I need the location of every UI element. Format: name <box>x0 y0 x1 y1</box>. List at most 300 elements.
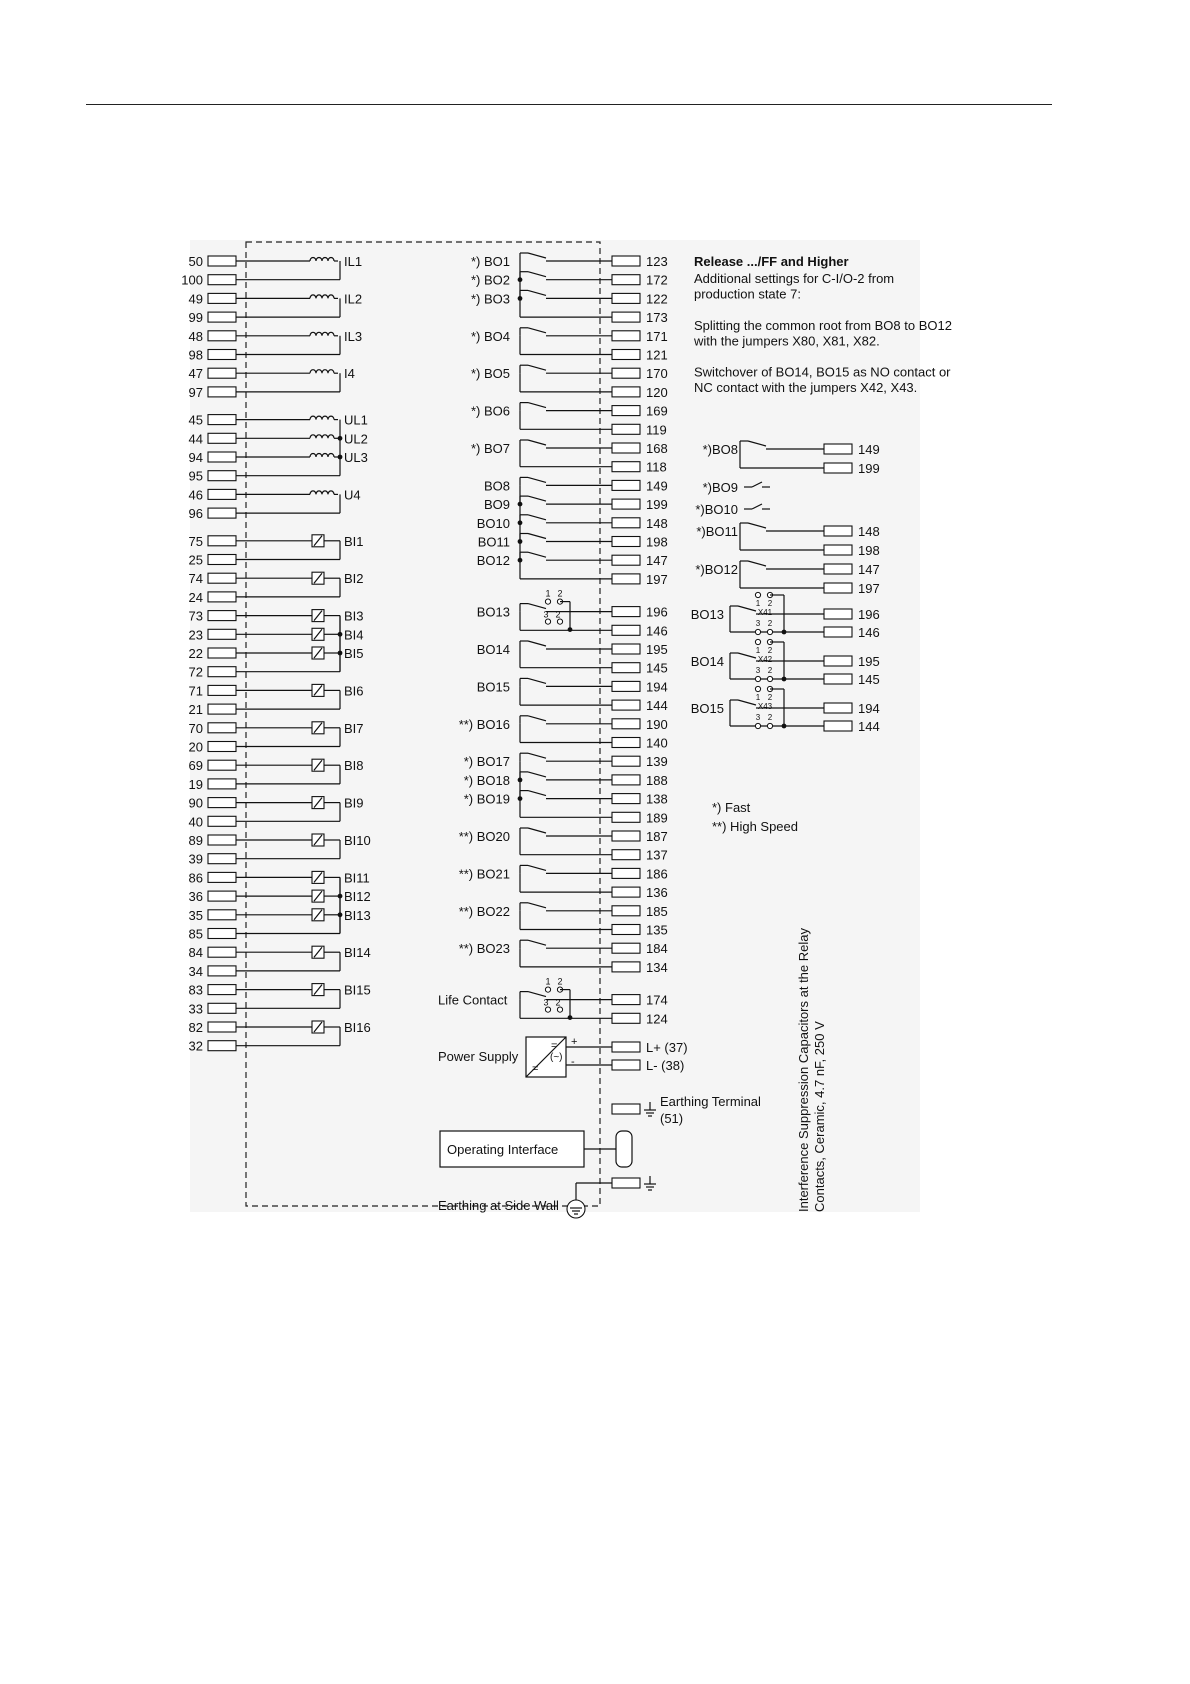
terminal-number: 135 <box>646 922 668 938</box>
release-terminal <box>824 703 852 713</box>
jumper-number: 3 <box>755 713 761 722</box>
jumper-number: 2 <box>555 609 561 620</box>
input-label: U4 <box>344 487 361 503</box>
input-label: BI11 <box>344 870 370 886</box>
jumper-pin <box>557 619 562 624</box>
input-terminal <box>208 854 236 864</box>
input-terminal <box>208 667 236 677</box>
jumper-number: 1 <box>755 646 761 655</box>
terminal-number: 75 <box>188 533 203 549</box>
terminal-number: 22 <box>188 646 203 661</box>
terminal-number: 86 <box>188 870 203 886</box>
output-terminal <box>612 518 640 528</box>
input-terminal <box>208 704 236 714</box>
jumper-number: 1 <box>545 588 551 599</box>
terminal-number: 94 <box>188 450 203 465</box>
jumper-number: 2 <box>767 693 773 702</box>
release-terminal <box>824 444 852 454</box>
terminal-number: 148 <box>646 515 668 531</box>
terminal-number: 69 <box>188 758 203 774</box>
terminal-number: 33 <box>188 1001 203 1017</box>
input-terminal <box>208 452 236 462</box>
jumper-number: 2 <box>767 666 773 675</box>
jumper-number: 3 <box>755 619 761 628</box>
terminal-number: 72 <box>188 664 203 680</box>
terminal-number: 89 <box>188 833 203 848</box>
release-terminal <box>824 627 852 637</box>
input-terminal <box>208 555 236 565</box>
terminal-number: 98 <box>188 347 203 363</box>
release-note: production state 7: <box>694 286 801 302</box>
terminal-number: 46 <box>188 487 203 503</box>
terminal-number: 34 <box>188 963 203 979</box>
output-label: **) BO21 <box>458 866 510 882</box>
jumper-number: 2 <box>555 997 561 1008</box>
output-label: Life Contact <box>438 992 508 1008</box>
jumper-pin <box>557 1007 562 1012</box>
input-terminal <box>208 1003 236 1013</box>
input-label: UL3 <box>344 450 368 465</box>
junction-dot <box>782 677 787 682</box>
input-label: BI1 <box>344 533 364 549</box>
input-terminal <box>208 760 236 770</box>
terminal-number: 145 <box>858 672 880 687</box>
earth-terminal <box>612 1178 640 1188</box>
terminal-number: 146 <box>858 625 880 640</box>
input-terminal <box>208 536 236 546</box>
input-terminal <box>208 331 236 341</box>
input-terminal <box>208 471 236 481</box>
input-label: BI8 <box>344 758 364 774</box>
operating-interface-label: Operating Interface <box>447 1142 559 1157</box>
jumper-pin <box>545 1007 550 1012</box>
output-terminal <box>612 424 640 434</box>
output-terminal <box>612 775 640 785</box>
terminal-number: 120 <box>646 384 668 400</box>
release-contact-label: BO15 <box>690 701 724 716</box>
output-terminal <box>612 663 640 673</box>
terminal-number: 85 <box>188 926 203 942</box>
input-terminal <box>208 275 236 285</box>
release-terminal <box>824 609 852 619</box>
jumper-pin <box>755 639 760 644</box>
release-terminal <box>824 674 852 684</box>
input-terminal <box>208 573 236 583</box>
jumper-number: 3 <box>755 666 761 675</box>
output-label: *) BO18 <box>463 772 510 788</box>
input-label: BI3 <box>344 608 364 624</box>
input-terminal <box>208 891 236 901</box>
terminal-number: 95 <box>188 468 203 484</box>
footnote: **) High Speed <box>712 819 798 834</box>
jumper-pin <box>755 723 760 728</box>
input-label: IL3 <box>344 328 363 344</box>
output-terminal <box>612 607 640 617</box>
junction-dot <box>338 912 343 917</box>
side-note-line: Interference Suppression Capacitors at the Relay <box>796 928 811 1212</box>
output-label: BO8 <box>483 478 510 494</box>
output-terminal <box>612 625 640 635</box>
earthing-terminal-number: (51) <box>660 1111 684 1126</box>
output-terminal <box>612 995 640 1005</box>
terminal-number: 190 <box>646 716 668 732</box>
terminal-number: 136 <box>646 885 668 901</box>
release-contact-label: BO14 <box>690 654 724 669</box>
output-label: **) BO20 <box>458 829 510 844</box>
terminal-number: 83 <box>188 982 203 998</box>
release-contact-label: *)BO8 <box>702 442 738 457</box>
output-label: **) BO16 <box>458 716 510 732</box>
terminal-number: 197 <box>646 571 668 587</box>
jumper-pin <box>755 686 760 691</box>
input-label: UL2 <box>344 431 368 447</box>
jumper-number: 2 <box>767 713 773 722</box>
supply-terminal <box>612 1060 640 1070</box>
terminal-number: 196 <box>646 604 668 620</box>
terminal-number: 173 <box>646 310 668 326</box>
terminal-number: 199 <box>646 497 668 513</box>
output-terminal <box>612 812 640 822</box>
terminal-number: 118 <box>646 459 667 475</box>
release-terminal <box>824 545 852 555</box>
output-label: *) BO2 <box>470 272 510 288</box>
input-label: BI14 <box>344 945 371 961</box>
jumper-number: 2 <box>557 976 563 987</box>
earth-circle <box>567 1200 585 1218</box>
terminal-number: 195 <box>858 654 880 669</box>
terminal-number: 25 <box>188 552 203 568</box>
input-label: BI16 <box>344 1020 371 1035</box>
terminal-number: 149 <box>858 442 880 457</box>
output-terminal <box>612 756 640 766</box>
input-terminal <box>208 742 236 752</box>
jumper-pin <box>767 676 772 681</box>
input-terminal <box>208 508 236 518</box>
output-terminal <box>612 350 640 360</box>
release-contact-label: *)BO9 <box>702 480 738 495</box>
terminal-number: 19 <box>188 776 203 792</box>
output-terminal <box>612 794 640 804</box>
terminal-number: 197 <box>858 581 880 596</box>
output-label: BO9 <box>483 497 510 513</box>
terminal-number: 169 <box>646 403 668 419</box>
output-terminal <box>612 943 640 953</box>
input-terminal <box>208 985 236 995</box>
terminal-number: 185 <box>646 903 668 919</box>
output-terminal <box>612 331 640 341</box>
input-terminal <box>208 966 236 976</box>
terminal-number: 74 <box>188 571 203 587</box>
output-label: BO13 <box>476 604 510 620</box>
terminal-number: 187 <box>646 829 668 844</box>
release-terminal <box>824 656 852 666</box>
output-terminal <box>612 312 640 322</box>
supply-terminal-label: L+ (37) <box>646 1040 688 1055</box>
input-terminal <box>208 835 236 845</box>
terminal-number: 140 <box>646 735 668 751</box>
earthing-terminal-label: Earthing Terminal <box>660 1094 761 1109</box>
junction-dot <box>338 632 343 637</box>
junction-dot <box>338 894 343 899</box>
output-label: *) BO7 <box>470 441 510 456</box>
terminal-number: 144 <box>646 698 668 714</box>
junction-dot <box>568 627 573 632</box>
earthing-terminal <box>612 1104 640 1114</box>
output-label: *) BO4 <box>470 328 510 344</box>
input-terminal <box>208 368 236 378</box>
terminal-number: 148 <box>858 524 880 539</box>
terminal-number: 195 <box>646 642 668 657</box>
jumper-pin <box>755 676 760 681</box>
terminal-number: 49 <box>188 291 203 307</box>
terminal-number: 194 <box>646 679 668 695</box>
terminal-number: 32 <box>188 1038 203 1054</box>
terminal-number: 189 <box>646 810 668 826</box>
input-terminal <box>208 929 236 939</box>
junction-dot <box>568 1015 573 1020</box>
input-label: BI4 <box>344 627 364 643</box>
output-label: BO15 <box>476 679 510 695</box>
output-terminal <box>612 499 640 509</box>
terminal-number: 171 <box>646 328 668 344</box>
jumper-pin <box>767 629 772 634</box>
release-contact-label: *)BO11 <box>696 524 738 539</box>
jumper-number: 1 <box>545 976 551 987</box>
supply-terminal <box>612 1042 640 1052</box>
footnote: *) Fast <box>712 800 751 815</box>
terminal-number: 168 <box>646 441 668 456</box>
terminal-number: 36 <box>188 889 203 905</box>
input-label: BI5 <box>344 646 364 661</box>
supply-terminal-label: L- (38) <box>646 1058 685 1073</box>
terminal-number: 122 <box>646 291 668 307</box>
output-terminal <box>612 681 640 691</box>
terminal-number: 119 <box>646 422 667 438</box>
output-terminal <box>612 1013 640 1023</box>
input-terminal <box>208 293 236 303</box>
input-label: BI13 <box>344 907 371 923</box>
output-terminal <box>612 275 640 285</box>
input-terminal <box>208 779 236 789</box>
terminal-number: 40 <box>188 814 203 830</box>
earthing-side-label: Earthing at Side Wall <box>438 1198 559 1213</box>
release-note: Switchover of BO14, BO15 as NO contact or <box>694 364 951 380</box>
minus-sign: - <box>571 1056 575 1068</box>
input-terminal <box>208 723 236 733</box>
output-terminal <box>612 831 640 841</box>
output-terminal <box>612 887 640 897</box>
release-note: with the jumpers X80, X81, X82. <box>694 333 880 349</box>
jumper-pin <box>545 619 550 624</box>
output-terminal <box>612 962 640 972</box>
output-terminal <box>612 719 640 729</box>
terminal-number: 90 <box>188 795 203 811</box>
terminal-number: 196 <box>858 607 880 622</box>
input-terminal <box>208 256 236 266</box>
terminal-number: 139 <box>646 754 668 770</box>
input-terminal <box>208 312 236 322</box>
terminal-number: 188 <box>646 772 668 788</box>
input-label: BI10 <box>344 833 371 848</box>
output-label: *) BO17 <box>463 754 510 770</box>
output-label: *) BO3 <box>470 291 510 307</box>
release-terminal <box>824 721 852 731</box>
input-label: BI2 <box>344 571 364 587</box>
terminal-number: 70 <box>188 720 203 736</box>
input-terminal <box>208 685 236 695</box>
release-contact-label: *)BO12 <box>695 562 738 577</box>
input-terminal <box>208 387 236 397</box>
release-note: NC contact with the jumpers X42, X43. <box>694 380 918 396</box>
terminal-number: 23 <box>188 627 203 643</box>
junction-dot <box>338 436 343 441</box>
jumper-name: X43 <box>757 702 773 711</box>
terminal-number: 121 <box>646 347 668 363</box>
output-terminal <box>612 868 640 878</box>
terminal-number: 198 <box>858 543 880 558</box>
terminal-number: 137 <box>646 847 668 863</box>
terminal-number: 45 <box>188 412 203 428</box>
terminal-number: 39 <box>188 851 203 867</box>
input-terminal <box>208 1041 236 1051</box>
input-terminal <box>208 1022 236 1032</box>
terminal-number: 24 <box>188 589 203 605</box>
jumper-pin <box>755 592 760 597</box>
output-terminal <box>612 925 640 935</box>
output-label: *) BO1 <box>470 254 510 269</box>
jumper-number: 3 <box>543 997 549 1008</box>
output-label: *) BO5 <box>470 366 510 382</box>
output-label: BO14 <box>476 642 510 657</box>
input-terminal <box>208 489 236 499</box>
terminal-number: 82 <box>188 1020 203 1035</box>
output-label: BO10 <box>476 515 510 531</box>
input-label: BI6 <box>344 683 364 699</box>
terminal-number: 138 <box>646 791 668 807</box>
output-terminal <box>612 644 640 654</box>
input-terminal <box>208 798 236 808</box>
release-title: Release .../FF and Higher <box>694 254 849 269</box>
output-label: **) BO22 <box>458 903 510 919</box>
output-label: **) BO23 <box>458 941 510 957</box>
input-label: I4 <box>344 366 355 382</box>
terminal-number: 147 <box>646 553 668 569</box>
terminal-number: 48 <box>188 328 203 344</box>
release-terminal <box>824 526 852 536</box>
input-terminal <box>208 947 236 957</box>
release-contact-label: BO13 <box>690 607 724 622</box>
terminal-number: 35 <box>188 907 203 923</box>
terminal-number: 20 <box>188 739 203 755</box>
jumper-number: 2 <box>767 619 773 628</box>
input-terminal <box>208 629 236 639</box>
terminal-number: 172 <box>646 272 668 288</box>
side-note-line: Contacts, Ceramic, 4.7 nF, 250 V <box>812 1021 827 1212</box>
terminal-number: 100 <box>181 272 203 288</box>
input-label: BI9 <box>344 795 364 811</box>
output-label: BO11 <box>477 534 510 550</box>
terminal-number: 198 <box>646 534 668 550</box>
output-terminal <box>612 738 640 748</box>
terminal-number: 47 <box>188 366 203 382</box>
terminal-number: 146 <box>646 623 668 639</box>
output-label: *) BO6 <box>470 403 510 419</box>
terminal-number: 97 <box>188 384 203 400</box>
output-terminal <box>612 555 640 565</box>
terminal-number: 147 <box>858 562 880 577</box>
terminal-number: 73 <box>188 608 203 624</box>
output-terminal <box>612 443 640 453</box>
jumper-pin <box>755 629 760 634</box>
dc-symbol: = <box>532 1063 539 1075</box>
input-label: IL2 <box>344 291 363 307</box>
junction-dot <box>782 630 787 635</box>
input-terminal <box>208 350 236 360</box>
input-label: IL1 <box>344 254 363 269</box>
jumper-number: 3 <box>543 609 549 620</box>
terminal-number: 21 <box>188 702 203 718</box>
power-supply-label: Power Supply <box>438 1049 519 1064</box>
output-label: *) BO19 <box>463 791 510 807</box>
jumper-number: 2 <box>767 646 773 655</box>
junction-dot <box>338 651 343 656</box>
junction-dot <box>782 724 787 729</box>
input-label: UL1 <box>344 412 368 428</box>
input-label: BI12 <box>344 889 371 905</box>
output-terminal <box>612 537 640 547</box>
release-terminal <box>824 583 852 593</box>
input-terminal <box>208 611 236 621</box>
input-terminal <box>208 816 236 826</box>
jumper-name: X42 <box>757 655 773 664</box>
terminal-number: 199 <box>858 461 880 476</box>
output-label: BO12 <box>476 553 510 569</box>
output-terminal <box>612 293 640 303</box>
terminal-number: 96 <box>188 506 203 522</box>
terminal-number: 123 <box>646 254 668 269</box>
terminal-number: 174 <box>646 992 668 1008</box>
output-terminal <box>612 368 640 378</box>
input-terminal <box>208 592 236 602</box>
release-contact-label: *)BO10 <box>695 502 738 517</box>
jumper-pin <box>767 723 772 728</box>
input-terminal <box>208 433 236 443</box>
terminal-number: 144 <box>858 719 880 734</box>
dc-symbol: = <box>551 1040 558 1052</box>
terminal-number: 44 <box>188 431 203 447</box>
jumper-number: 2 <box>557 588 563 599</box>
terminal-number: 149 <box>646 478 668 494</box>
input-terminal <box>208 648 236 658</box>
output-terminal <box>612 850 640 860</box>
output-terminal <box>612 406 640 416</box>
ac-symbol: (~) <box>550 1052 563 1063</box>
release-note: Splitting the common root from BO8 to BO12 <box>694 317 952 333</box>
output-terminal <box>612 480 640 490</box>
jumper-number: 2 <box>767 599 773 608</box>
output-terminal <box>612 387 640 397</box>
junction-dot <box>338 455 343 460</box>
input-terminal <box>208 910 236 920</box>
release-terminal <box>824 463 852 473</box>
interface-connector <box>616 1131 632 1167</box>
release-note: Additional settings for C-I/O-2 from <box>694 271 895 286</box>
terminal-number: 170 <box>646 366 668 382</box>
terminal-number: 134 <box>646 959 668 975</box>
input-label: BI15 <box>344 982 371 998</box>
jumper-name: X41 <box>757 608 773 617</box>
output-terminal <box>612 700 640 710</box>
